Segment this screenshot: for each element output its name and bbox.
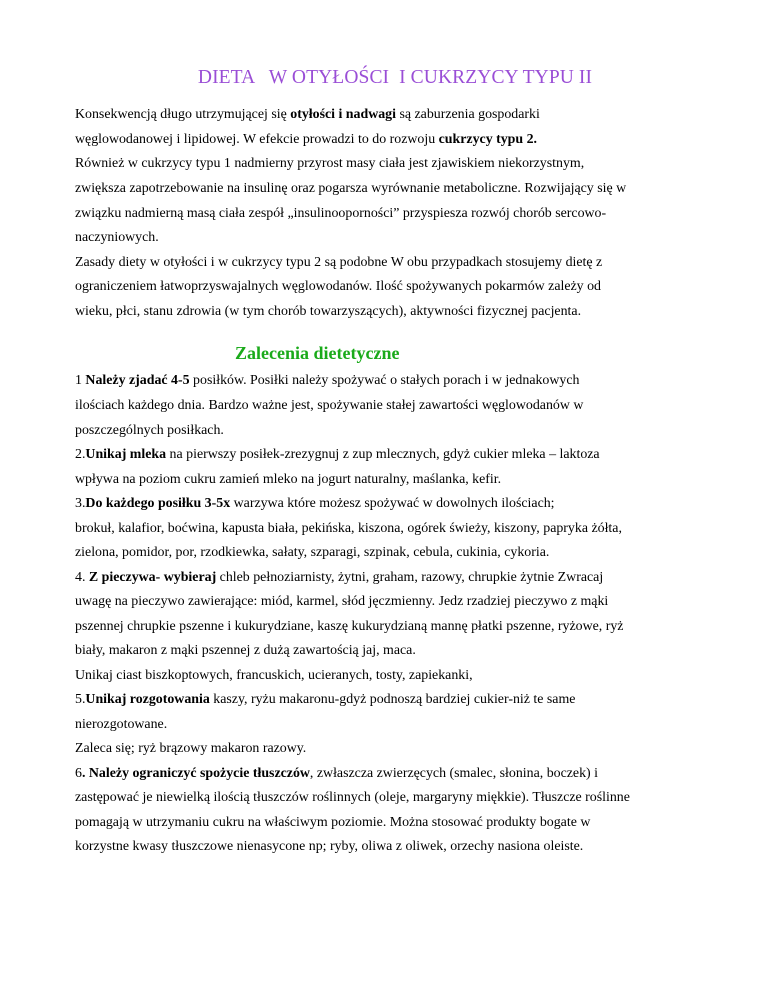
text-run: zwiększa zapotrzebowanie na insulinę oraz pogarsza wyrównanie metaboliczne. Rozwijający się w	[75, 181, 627, 196]
recommendation-line	[75, 594, 608, 610]
bold-text: Należy zjadać 4-5	[85, 373, 190, 388]
recommendation-line	[75, 619, 623, 635]
bold-text: Unikaj rozgotowania	[85, 692, 210, 707]
recommendation-line	[75, 766, 598, 782]
text-run: posiłków. Posiłki należy spożywać o stałych porach i w jednakowych	[189, 373, 580, 388]
intro-line	[75, 304, 581, 320]
section-heading: Zalecenia dietetyczne	[235, 343, 400, 363]
intro-line	[75, 230, 159, 246]
recommendation-line	[75, 741, 306, 757]
recommendation-line	[75, 668, 473, 684]
text-run: pszennej chrupkie pszenne i kukurydziane, kaszę kukurydzianą mannę płatki pszenne, ryżowe, ryż	[75, 619, 624, 634]
text-run: związku nadmierną masą ciała zespół „insulinooporności” przyspiesza rozwój chorób sercowo-	[75, 206, 607, 221]
text-run: biały, makaron z mąki pszennej z dużą zawartością jaj, maca.	[75, 643, 416, 658]
text-run: kaszy, ryżu makaronu-gdyż podnoszą bardziej cukier-niż te same	[209, 692, 576, 707]
recommendation-line	[75, 373, 579, 389]
text-run: węglowodanowej i lipidowej. W efekcie prowadzi to do rozwoju	[75, 132, 439, 147]
text-run: warzywa które możesz spożywać w dowolnych ilościach;	[230, 496, 555, 511]
intro-line	[75, 279, 601, 295]
recommendation-line	[75, 643, 416, 659]
text-run: Zasady diety w otyłości i w cukrzycy typu 2 są podobne W obu przypadkach stosujemy dietę z	[75, 255, 603, 270]
document-title: DIETA W OTYŁOŚCI I CUKRZYCY TYPU II	[197, 67, 593, 88]
text-run: chleb pełnoziarnisty, żytni, graham, razowy, chrupkie żytnie Zwracaj	[216, 570, 604, 585]
bold-text: . Należy ograniczyć spożycie tłuszczów	[81, 766, 310, 781]
intro-line	[75, 206, 606, 222]
text-run: Konsekwencją długo utrzymującej się	[75, 107, 291, 122]
bold-text: Unikaj mleka	[85, 447, 167, 462]
text-run: Również w cukrzycy typu 1 nadmierny przyrost masy ciała jest zjawiskiem niekorzystnym,	[75, 156, 585, 171]
text-run: nierozgotowane.	[75, 717, 168, 732]
text-run: korzystne kwasy tłuszczowe nienasycone np; ryby, oliwa z oliwek, orzechy nasiona oleiste.	[75, 839, 584, 854]
bold-text: cukrzycy typu 2.	[438, 132, 538, 147]
text-run: są zaburzenia gospodarki	[395, 107, 540, 122]
bold-text: Z pieczywa- wybieraj	[88, 570, 217, 585]
text-run: ilościach każdego dnia. Bardzo ważne jest, spożywanie stałej zawartości węglowodanów w	[75, 398, 584, 413]
recommendation-line	[75, 472, 501, 488]
text-run: , zwłaszcza zwierzęcych (smalec, słonina, boczek) i	[309, 766, 598, 781]
intro-line	[75, 181, 626, 197]
text-run: ograniczeniem łatwoprzyswajalnych węglowodanów. Ilość spożywanych pokarmów zależy od	[75, 279, 601, 294]
text-run: 1	[75, 373, 86, 388]
recommendation-line	[75, 521, 622, 537]
recommendation-line	[75, 717, 167, 733]
recommendation-line	[75, 839, 583, 855]
text-run: 2.	[75, 447, 86, 462]
text-run: wpływa na poziom cukru zamień mleko na jogurt naturalny, maślanka, kefir.	[75, 472, 502, 487]
text-run: 3.	[75, 496, 86, 511]
text-run: naczyniowych.	[75, 230, 159, 245]
text-run: na pierwszy posiłek-zrezygnuj z zup mlecznych, gdyż cukier mleka – laktoza	[166, 447, 600, 462]
text-run: zastępować je niewielką ilością tłuszczów roślinnych (oleje, margaryny miękkie). Tłuszcze roślinne	[75, 790, 630, 805]
recommendation-line	[75, 423, 224, 439]
bold-text: otyłości i nadwagi	[290, 107, 396, 122]
recommendation-line	[75, 815, 590, 831]
recommendation-line	[75, 447, 600, 463]
intro-line	[75, 156, 584, 172]
text-run: 5.	[75, 692, 86, 707]
text-run: Zaleca się; ryż brązowy makaron razowy.	[75, 741, 307, 756]
text-run: 4.	[75, 570, 89, 585]
text-run: Unikaj ciast biszkoptowych, francuskich, ucieranych, tosty, zapiekanki,	[75, 668, 473, 683]
text-run: poszczególnych posiłkach.	[75, 423, 224, 438]
text-run: zielona, pomidor, por, rzodkiewka, sałaty, szparagi, szpinak, cebula, cukinia, cykoria.	[75, 545, 550, 560]
recommendation-line	[75, 570, 603, 586]
text-run: 6	[75, 766, 82, 781]
text-run: brokuł, kalafior, boćwina, kapusta biała, pekińska, kiszona, ogórek świeży, kiszony, papryka żółta,	[75, 521, 622, 536]
intro-line	[75, 107, 540, 123]
intro-line	[75, 132, 537, 148]
recommendation-line	[75, 496, 555, 512]
recommendation-line	[75, 692, 575, 708]
text-run: uwagę na pieczywo zawierające: miód, karmel, słód jęczmienny. Jedz rzadziej pieczywo z mąki	[75, 594, 609, 609]
intro-line	[75, 255, 602, 271]
text-run: wieku, płci, stanu zdrowia (w tym chorób towarzyszących), aktywności fizycznej pacjenta.	[75, 304, 582, 319]
bold-text: Do każdego posiłku 3-5x	[85, 496, 231, 511]
recommendation-line	[75, 790, 630, 806]
text-run: pomagają w utrzymaniu cukru na właściwym poziomie. Można stosować produkty bogate w	[75, 815, 591, 830]
recommendation-line	[75, 545, 549, 561]
recommendation-line	[75, 398, 583, 414]
